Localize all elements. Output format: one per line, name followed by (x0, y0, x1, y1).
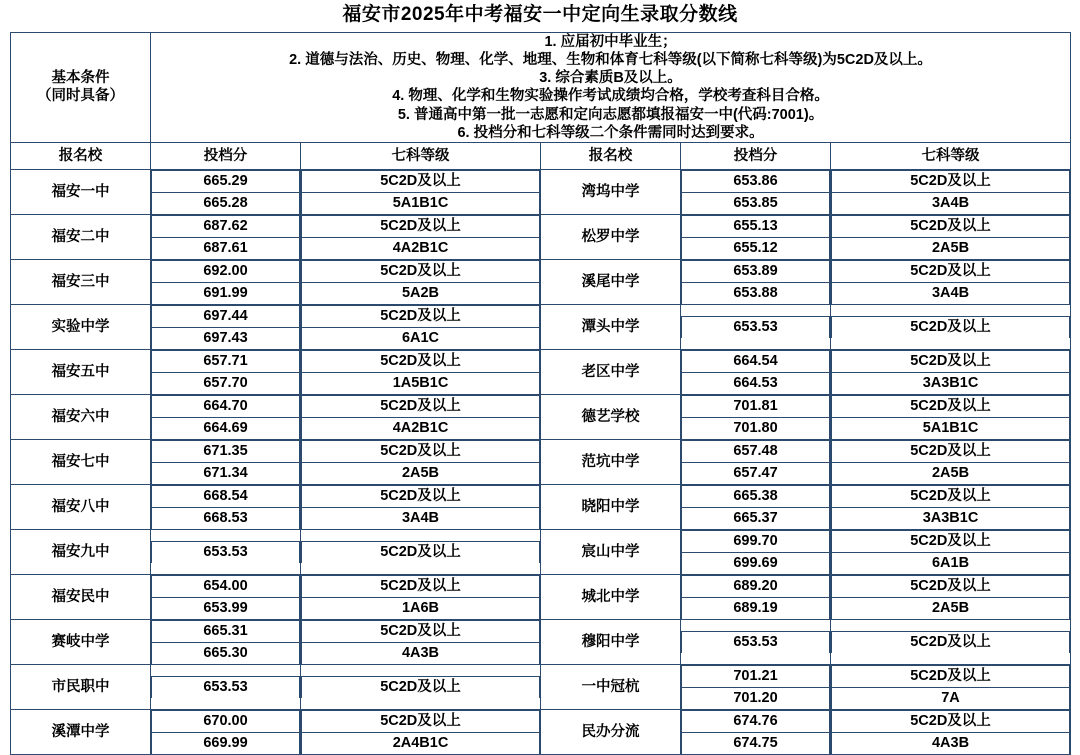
score-value: 664.54 (682, 350, 830, 372)
score-value: 664.53 (682, 372, 830, 394)
table-row (11, 304, 1071, 349)
grade-group (831, 709, 1071, 754)
condition-item: 6. 投档分和七科等级二个条件需同时达到要求。 (457, 124, 764, 141)
score-group (151, 574, 301, 619)
grade-value: 3A4B (832, 282, 1070, 304)
grade-value: 4A3B (302, 642, 540, 664)
score-value: 674.76 (682, 710, 830, 732)
score-group (681, 259, 831, 304)
score-value: 669.99 (152, 732, 300, 754)
header-grade-left: 七科等级 (301, 142, 541, 169)
score-value: 689.19 (682, 597, 830, 619)
school-name: 赛岐中学 (11, 619, 151, 664)
school-name: 晓阳中学 (541, 484, 681, 529)
table-row (11, 349, 1071, 394)
grade-value: 5C2D及以上 (832, 350, 1070, 372)
score-value: 654.00 (152, 575, 300, 597)
score-group (681, 619, 831, 664)
score-group (151, 259, 301, 304)
grade-value: 5C2D及以上 (302, 676, 540, 698)
score-value: 653.53 (682, 316, 830, 338)
score-group (151, 304, 301, 349)
score-group (681, 349, 831, 394)
score-value: 665.28 (152, 192, 300, 214)
page-title: 福安市2025年中考福安一中定向生录取分数线 (342, 4, 738, 25)
score-value: 657.48 (682, 440, 830, 462)
score-value: 692.00 (152, 260, 300, 282)
score-value: 655.13 (682, 215, 830, 237)
grade-value: 2A5B (832, 597, 1070, 619)
grade-group (301, 259, 541, 304)
score-group (151, 709, 301, 754)
grade-value: 4A2B1C (302, 417, 540, 439)
score-group (681, 529, 831, 574)
condition-item: 2. 道德与法治、历史、物理、化学、地理、生物和体育七科等级(以下简称七科等级)为5C2D及以上。 (289, 52, 932, 69)
grade-group (831, 394, 1071, 439)
score-group (681, 214, 831, 259)
grade-group (301, 169, 541, 214)
score-value: 653.86 (682, 170, 830, 192)
grade-group (831, 619, 1071, 664)
table-row (11, 574, 1071, 619)
score-value: 670.00 (152, 710, 300, 732)
grade-value: 5A1B1C (302, 192, 540, 214)
grade-value: 5C2D及以上 (832, 316, 1070, 338)
grade-value: 6A1B (832, 552, 1070, 574)
grade-group (301, 619, 541, 664)
score-value: 664.69 (152, 417, 300, 439)
grade-value: 5C2D及以上 (832, 395, 1070, 417)
conditions-label (11, 33, 151, 143)
table-row (11, 529, 1071, 574)
conditions-row (11, 33, 1071, 143)
grade-value: 5C2D及以上 (832, 530, 1070, 552)
score-value: 653.99 (152, 597, 300, 619)
school-name: 民办分流 (541, 709, 681, 754)
grade-value: 5C2D及以上 (832, 710, 1070, 732)
table-row (11, 484, 1071, 529)
school-name: 福安二中 (11, 214, 151, 259)
grade-value: 5C2D及以上 (302, 620, 540, 642)
score-group (681, 439, 831, 484)
grade-value: 3A4B (832, 192, 1070, 214)
school-name: 福安三中 (11, 259, 151, 304)
score-group (151, 439, 301, 484)
grade-group (301, 529, 541, 574)
school-name: 宸山中学 (541, 529, 681, 574)
grade-group (831, 574, 1071, 619)
grade-group (301, 394, 541, 439)
grade-value: 5C2D及以上 (832, 170, 1070, 192)
grade-value: 5C2D及以上 (832, 575, 1070, 597)
score-value: 674.75 (682, 732, 830, 754)
grade-value: 5C2D及以上 (832, 631, 1070, 653)
grade-value: 3A4B (302, 507, 540, 529)
score-group (151, 664, 301, 709)
score-value: 697.44 (152, 305, 300, 327)
score-value: 665.37 (682, 507, 830, 529)
table-row (11, 439, 1071, 484)
table-row (11, 169, 1071, 214)
score-value: 653.89 (682, 260, 830, 282)
score-value: 697.43 (152, 327, 300, 349)
grade-value: 5C2D及以上 (302, 305, 540, 327)
conditions-label-line1: 基本条件 (51, 70, 110, 87)
score-group (151, 619, 301, 664)
score-value: 657.47 (682, 462, 830, 484)
grade-group (831, 214, 1071, 259)
school-name: 溪潭中学 (11, 709, 151, 754)
school-name: 溪尾中学 (541, 259, 681, 304)
grade-group (301, 304, 541, 349)
score-group (681, 304, 831, 349)
condition-item: 3. 综合素质B及以上。 (539, 70, 682, 87)
condition-item: 1. 应届初中毕业生； (544, 34, 677, 50)
score-value: 655.12 (682, 237, 830, 259)
grade-value: 5C2D及以上 (302, 575, 540, 597)
grade-group (831, 439, 1071, 484)
grade-value: 4A2B1C (302, 237, 540, 259)
grade-group (301, 664, 541, 709)
grade-value: 2A5B (302, 462, 540, 484)
grade-value: 5C2D及以上 (302, 170, 540, 192)
grade-value: 6A1C (302, 327, 540, 349)
score-value: 665.38 (682, 485, 830, 507)
grade-group (301, 214, 541, 259)
score-value: 689.20 (682, 575, 830, 597)
grade-group (831, 169, 1071, 214)
table-row (11, 619, 1071, 664)
score-value: 668.54 (152, 485, 300, 507)
score-value: 687.62 (152, 215, 300, 237)
grade-value: 5C2D及以上 (302, 350, 540, 372)
grade-group (831, 304, 1071, 349)
grade-value: 5C2D及以上 (832, 215, 1070, 237)
grade-value: 2A5B (832, 462, 1070, 484)
condition-item: 5. 普通高中第一批一志愿和定向志愿都填报福安一中(代码:7001)。 (397, 106, 824, 123)
school-name: 福安七中 (11, 439, 151, 484)
grade-value: 1A5B1C (302, 372, 540, 394)
score-value: 657.70 (152, 372, 300, 394)
grade-value: 5C2D及以上 (832, 665, 1070, 687)
grade-group (831, 484, 1071, 529)
score-value: 699.70 (682, 530, 830, 552)
table-row (11, 259, 1071, 304)
header-score-right: 投档分 (681, 142, 831, 169)
grade-value: 5C2D及以上 (302, 541, 540, 563)
grade-value: 5C2D及以上 (832, 260, 1070, 282)
grade-group (831, 349, 1071, 394)
score-value: 665.31 (152, 620, 300, 642)
score-value: 671.35 (152, 440, 300, 462)
grade-value: 4A3B (832, 732, 1070, 754)
score-group (151, 394, 301, 439)
score-value: 653.53 (152, 541, 300, 563)
grade-group (831, 664, 1071, 709)
grade-value: 5C2D及以上 (832, 485, 1070, 507)
score-value: 701.20 (682, 687, 830, 709)
grade-value: 5C2D及以上 (302, 395, 540, 417)
grade-group (301, 709, 541, 754)
school-name: 福安九中 (11, 529, 151, 574)
score-group (681, 574, 831, 619)
school-name: 福安民中 (11, 574, 151, 619)
score-group (151, 169, 301, 214)
grade-value: 5C2D及以上 (832, 440, 1070, 462)
grade-value: 3A3B1C (832, 507, 1070, 529)
score-value: 701.81 (682, 395, 830, 417)
school-name: 穆阳中学 (541, 619, 681, 664)
score-value: 691.99 (152, 282, 300, 304)
table-body (11, 169, 1071, 754)
grade-value: 5A1B1C (832, 417, 1070, 439)
table-header-row (11, 142, 1071, 169)
score-group (681, 664, 831, 709)
score-value: 701.21 (682, 665, 830, 687)
score-group (681, 484, 831, 529)
school-name: 福安一中 (11, 169, 151, 214)
school-name: 老区中学 (541, 349, 681, 394)
grade-value: 7A (832, 687, 1070, 709)
score-value: 668.53 (152, 507, 300, 529)
grade-group (301, 439, 541, 484)
score-group (151, 484, 301, 529)
header-school-left: 报名校 (11, 142, 151, 169)
score-value: 671.34 (152, 462, 300, 484)
score-group (681, 394, 831, 439)
score-group (681, 169, 831, 214)
header-grade-right: 七科等级 (831, 142, 1071, 169)
score-group (151, 349, 301, 394)
grade-value: 2A4B1C (302, 732, 540, 754)
score-value: 664.70 (152, 395, 300, 417)
table-row (11, 709, 1071, 754)
score-value: 653.85 (682, 192, 830, 214)
school-name: 德艺学校 (541, 394, 681, 439)
table-row (11, 394, 1071, 439)
score-value: 701.80 (682, 417, 830, 439)
grade-value: 3A3B1C (832, 372, 1070, 394)
school-name: 城北中学 (541, 574, 681, 619)
grade-group (301, 349, 541, 394)
grade-value: 2A5B (832, 237, 1070, 259)
school-name: 松罗中学 (541, 214, 681, 259)
header-school-right: 报名校 (541, 142, 681, 169)
score-group (151, 529, 301, 574)
school-name: 湾坞中学 (541, 169, 681, 214)
grade-group (301, 484, 541, 529)
grade-value: 5C2D及以上 (302, 260, 540, 282)
condition-item: 4. 物理、化学和生物实验操作考试成绩均合格，学校考查科目合格。 (392, 88, 829, 105)
grade-value: 5C2D及以上 (302, 485, 540, 507)
grade-value: 5C2D及以上 (302, 215, 540, 237)
score-value: 665.29 (152, 170, 300, 192)
conditions-body (151, 33, 1071, 143)
score-group (151, 214, 301, 259)
header-score-left: 投档分 (151, 142, 301, 169)
score-value: 653.53 (152, 676, 300, 698)
grade-value: 5C2D及以上 (302, 440, 540, 462)
school-name: 福安五中 (11, 349, 151, 394)
score-value: 657.71 (152, 350, 300, 372)
school-name: 范坑中学 (541, 439, 681, 484)
school-name: 福安六中 (11, 394, 151, 439)
grade-value: 5C2D及以上 (302, 710, 540, 732)
school-name: 市民职中 (11, 664, 151, 709)
table-row (11, 214, 1071, 259)
score-value: 665.30 (152, 642, 300, 664)
school-name: 一中冠杭 (541, 664, 681, 709)
grade-value: 5A2B (302, 282, 540, 304)
school-name: 实验中学 (11, 304, 151, 349)
grade-group (831, 259, 1071, 304)
score-value: 653.53 (682, 631, 830, 653)
conditions-label-line2: （同时具备） (37, 88, 124, 105)
school-name: 潭头中学 (541, 304, 681, 349)
table-row (11, 664, 1071, 709)
score-value: 699.69 (682, 552, 830, 574)
grade-group (831, 529, 1071, 574)
grade-value: 1A6B (302, 597, 540, 619)
score-group (681, 709, 831, 754)
school-name: 福安八中 (11, 484, 151, 529)
score-value: 653.88 (682, 282, 830, 304)
score-value: 687.61 (152, 237, 300, 259)
grade-group (301, 574, 541, 619)
score-line-table (10, 32, 1071, 755)
